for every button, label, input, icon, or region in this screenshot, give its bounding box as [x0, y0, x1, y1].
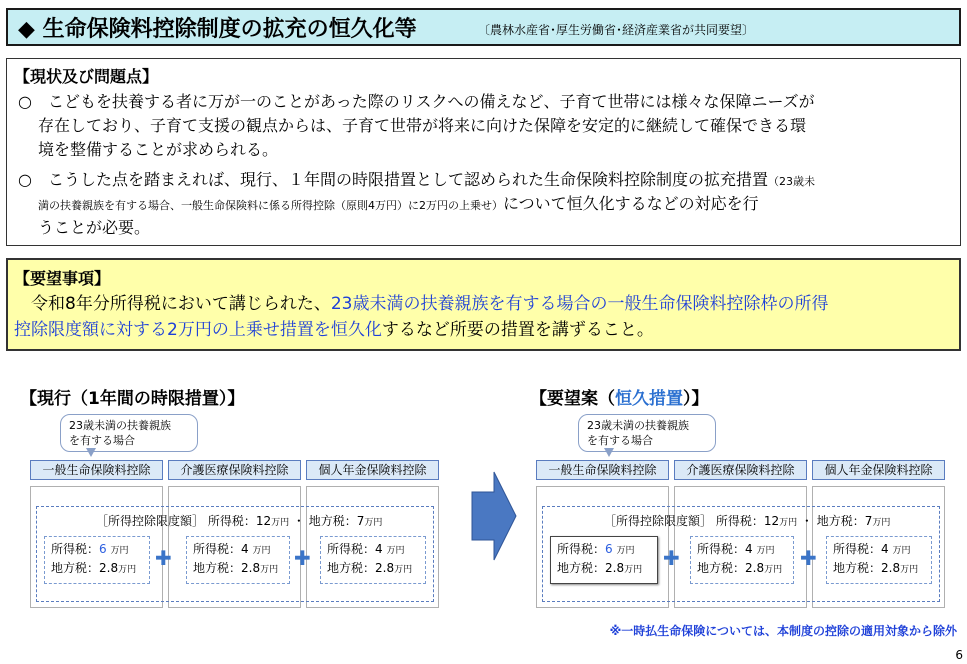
- request-line1: 令和8年分所得税において講じられた、23歳未満の扶養親族を有する場合の一般生命保険料控除枠の所得: [14, 294, 829, 314]
- request-heading: 【要望事項】: [14, 269, 111, 288]
- proposal-heading: 【要望案（恒久措置）】: [530, 389, 709, 409]
- plus-icon: ✚: [800, 546, 817, 570]
- current-limit-text: ［所得控除限度額］ 所得税：12万円 ・ 地方税：7万円: [96, 514, 383, 528]
- current-cat-general: 一般生命保険料控除: [30, 460, 163, 480]
- plus-icon: ✚: [663, 546, 680, 570]
- proposal-bubble: 23歳未満の扶養親族 を有する場合: [578, 414, 716, 452]
- proposal-bubble-tail: [604, 448, 614, 457]
- issues-p2-line2: 満の扶養親族を有する場合、一般生命保険料に係る所得控除（原則4万円）に2万円の上乗せ）について恒久化するなどの対応を行: [38, 194, 759, 213]
- current-cat-pension: 個人年金保険料控除: [306, 460, 439, 480]
- current-box-medical: 所得税：4 万円 地方税：2.8万円: [186, 536, 290, 584]
- request-line2: 控除限度額に対する2万円の上乗せ措置を恒久化するなど所要の措置を講ずること。: [14, 320, 654, 340]
- proposal-cat-general: 一般生命保険料控除: [536, 460, 669, 480]
- current-box-pension: 所得税：4 万円 地方税：2.8万円: [320, 536, 426, 584]
- proposal-box-medical: 所得税：4 万円 地方税：2.8万円: [690, 536, 794, 584]
- issues-heading: 【現状及び問題点】: [14, 67, 159, 86]
- proposal-limit-text: ［所得控除限度額］ 所得税：12万円 ・ 地方税：7万円: [604, 514, 891, 528]
- proposal-cat-pension: 個人年金保険料控除: [812, 460, 945, 480]
- footnote: ※一時払生命保険については、本制度の控除の適用対象から除外: [609, 624, 957, 638]
- current-bubble: 23歳未満の扶養親族 を有する場合: [60, 414, 198, 452]
- plus-icon: ✚: [294, 546, 311, 570]
- proposal-cat-medical: 介護医療保険料控除: [674, 460, 807, 480]
- page-subtitle: 〔農林水産省･厚生労働省･経済産業省が共同要望〕: [478, 23, 755, 37]
- issues-p2-line1: ○ こうした点を踏まえれば、現行、１年間の時限措置として認められた生命保険料控除制度の拡充措置（23歳未: [18, 170, 815, 189]
- plus-icon: ✚: [155, 546, 172, 570]
- current-cat-medical: 介護医療保険料控除: [168, 460, 301, 480]
- current-heading: 【現行（1年間の時限措置）】: [20, 389, 245, 409]
- page-number: 6: [955, 648, 963, 662]
- proposal-box-general: 所得税：6 万円 地方税：2.8万円: [550, 536, 658, 584]
- issues-p2-line3: うことが必要。: [38, 218, 151, 237]
- page-title: ◆ 生命保険料控除制度の拡充の恒久化等: [18, 17, 417, 42]
- issues-p1-line2: 存在しており、子育て支援の観点からは、子育て世帯が将来に向けた保障を安定的に継続して確保できる環: [38, 116, 807, 135]
- current-box-general: 所得税：6 万円 地方税：2.8万円: [44, 536, 150, 584]
- proposal-box-pension: 所得税：4 万円 地方税：2.8万円: [826, 536, 932, 584]
- current-bubble-tail: [86, 448, 96, 457]
- issues-p1-line3: 境を整備することが求められる。: [38, 140, 279, 159]
- issues-p1-line1: ○ こどもを扶養する者に万が一のことがあった際のリスクへの備えなど、子育て世帯には様々な保障ニーズが: [18, 92, 815, 111]
- arrow-right-icon: [470, 470, 518, 562]
